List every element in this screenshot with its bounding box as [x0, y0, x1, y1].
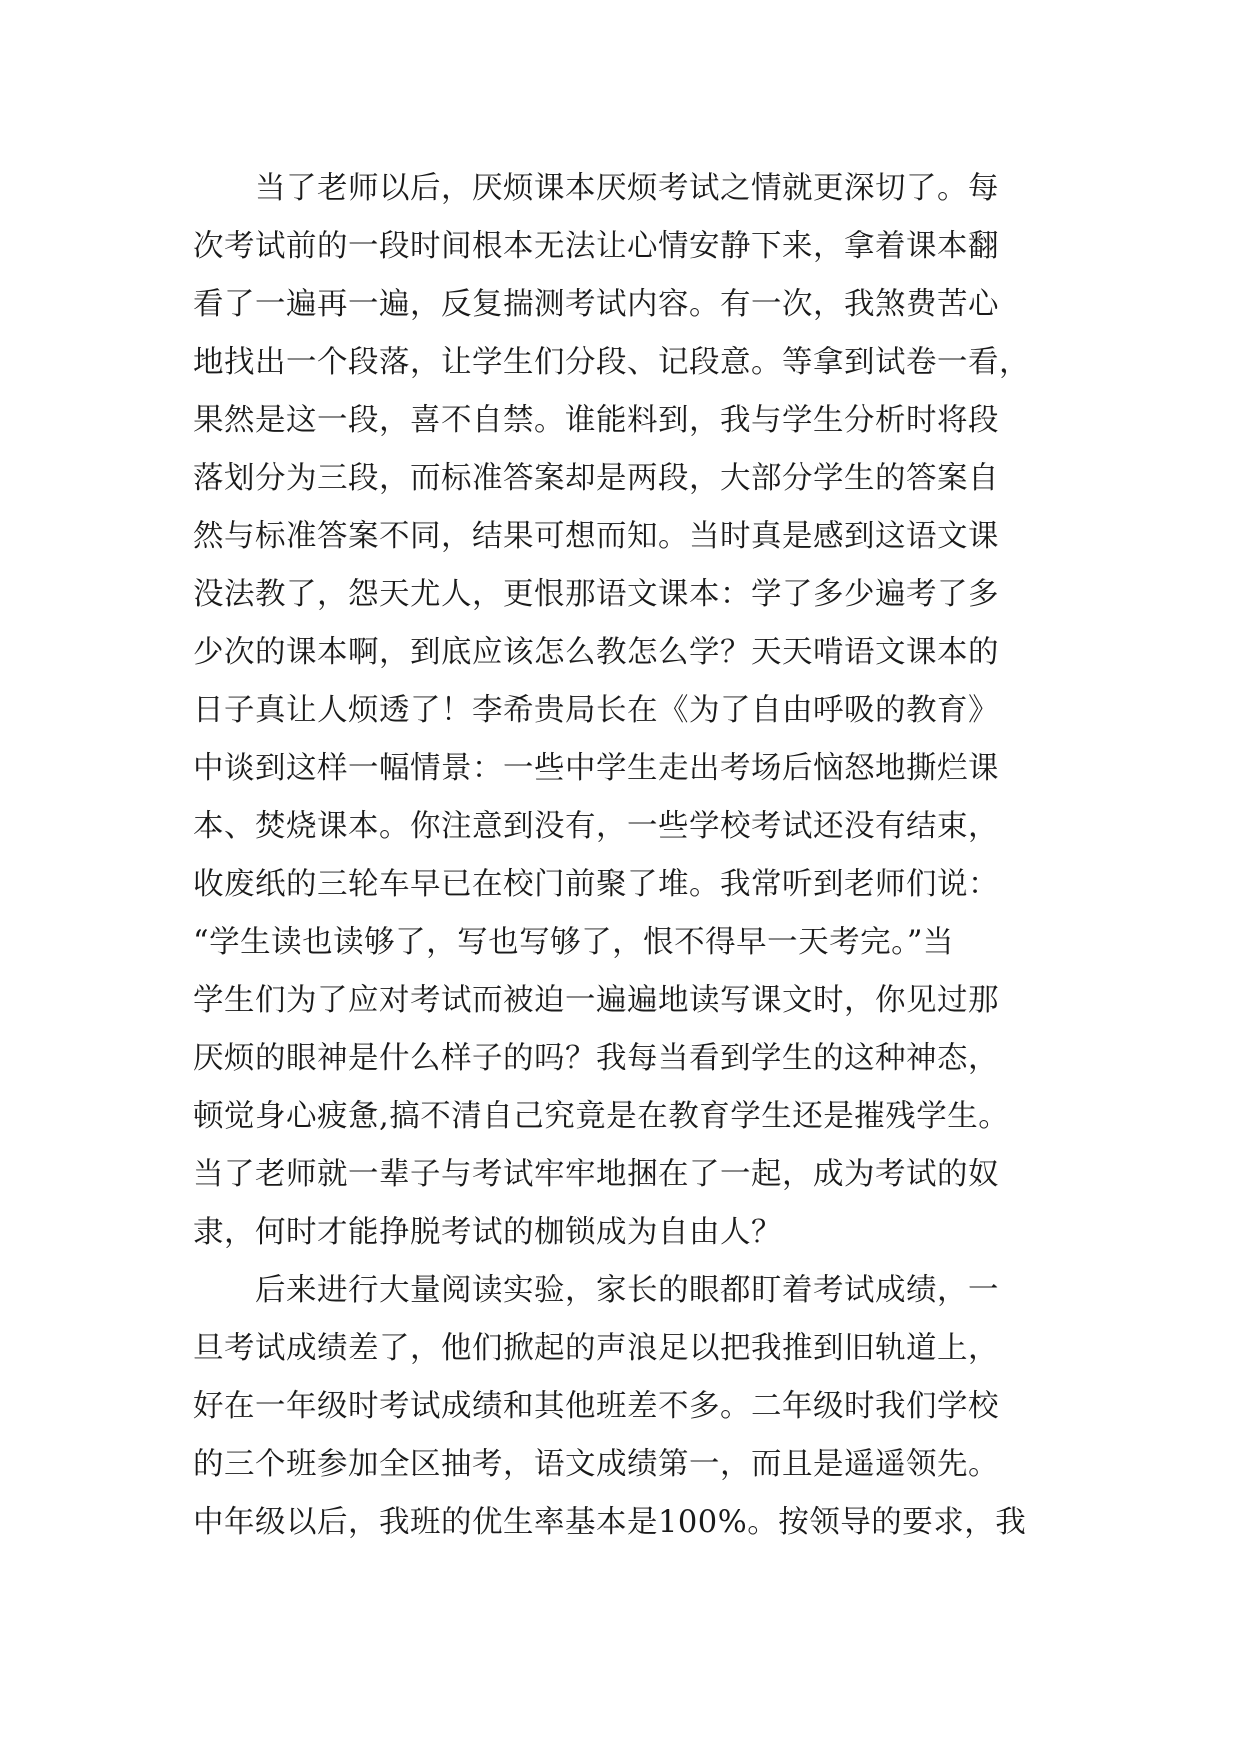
text-line: 厌烦的眼神是什么样子的吗？我每当看到学生的这种神态， [193, 1041, 999, 1076]
text-line: 的三个班参加全区抽考，语文成绩第一，而且是遥遥领先。 [193, 1447, 999, 1482]
text-line: 中谈到这样一幅情景：一些中学生走出考场后恼怒地撕烂课 [193, 751, 999, 786]
text-line: 学生们为了应对考试而被迫一遍遍地读写课文时，你见过那 [193, 983, 999, 1018]
text-line: 地找出一个段落，让学生们分段、记段意。等拿到试卷一看， [193, 345, 1030, 380]
text-line: 果然是这一段，喜不自禁。谁能料到，我与学生分析时将段 [193, 403, 999, 438]
text-line: 少次的课本啊，到底应该怎么教怎么学？天天啃语文课本的 [193, 635, 999, 670]
text-line: 日子真让人烦透了！李希贵局长在《为了自由呼吸的教育》 [193, 693, 999, 728]
text-line: 好在一年级时考试成绩和其他班差不多。二年级时我们学校 [193, 1389, 999, 1424]
text-line: 没法教了，怨天尤人，更恨那语文课本：学了多少遍考了多 [193, 577, 999, 612]
text-line: 当了老师就一辈子与考试牢牢地捆在了一起，成为考试的奴 [193, 1157, 999, 1192]
text-line: 收废纸的三轮车早已在校门前聚了堆。我常听到老师们说： [193, 867, 999, 902]
text-line: 然与标准答案不同，结果可想而知。当时真是感到这语文课 [193, 519, 999, 554]
text-line: 隶，何时才能挣脱考试的枷锁成为自由人？ [193, 1215, 782, 1250]
text-line: 后来进行大量阅读实验，家长的眼都盯着考试成绩，一 [193, 1273, 999, 1308]
text-line: “学生读也读够了，写也写够了，恨不得早一天考完。”当 [193, 925, 954, 960]
text-line: 顿觉身心疲惫,搞不清自己究竟是在教育学生还是摧残学生。 [193, 1099, 1010, 1134]
text-line: 看了一遍再一遍，反复揣测考试内容。有一次，我煞费苦心 [193, 287, 999, 322]
text-line: 旦考试成绩差了，他们掀起的声浪足以把我推到旧轨道上， [193, 1331, 999, 1366]
text-line: 当了老师以后，厌烦课本厌烦考试之情就更深切了。每 [193, 171, 999, 206]
text-line: 本、焚烧课本。你注意到没有，一些学校考试还没有结束， [193, 809, 999, 844]
text-line: 中年级以后，我班的优生率基本是100%。按领导的要求，我 [193, 1505, 1027, 1540]
text-line: 次考试前的一段时间根本无法让心情安静下来，拿着课本翻 [193, 229, 999, 264]
text-line: 落划分为三段，而标准答案却是两段，大部分学生的答案自 [193, 461, 999, 496]
